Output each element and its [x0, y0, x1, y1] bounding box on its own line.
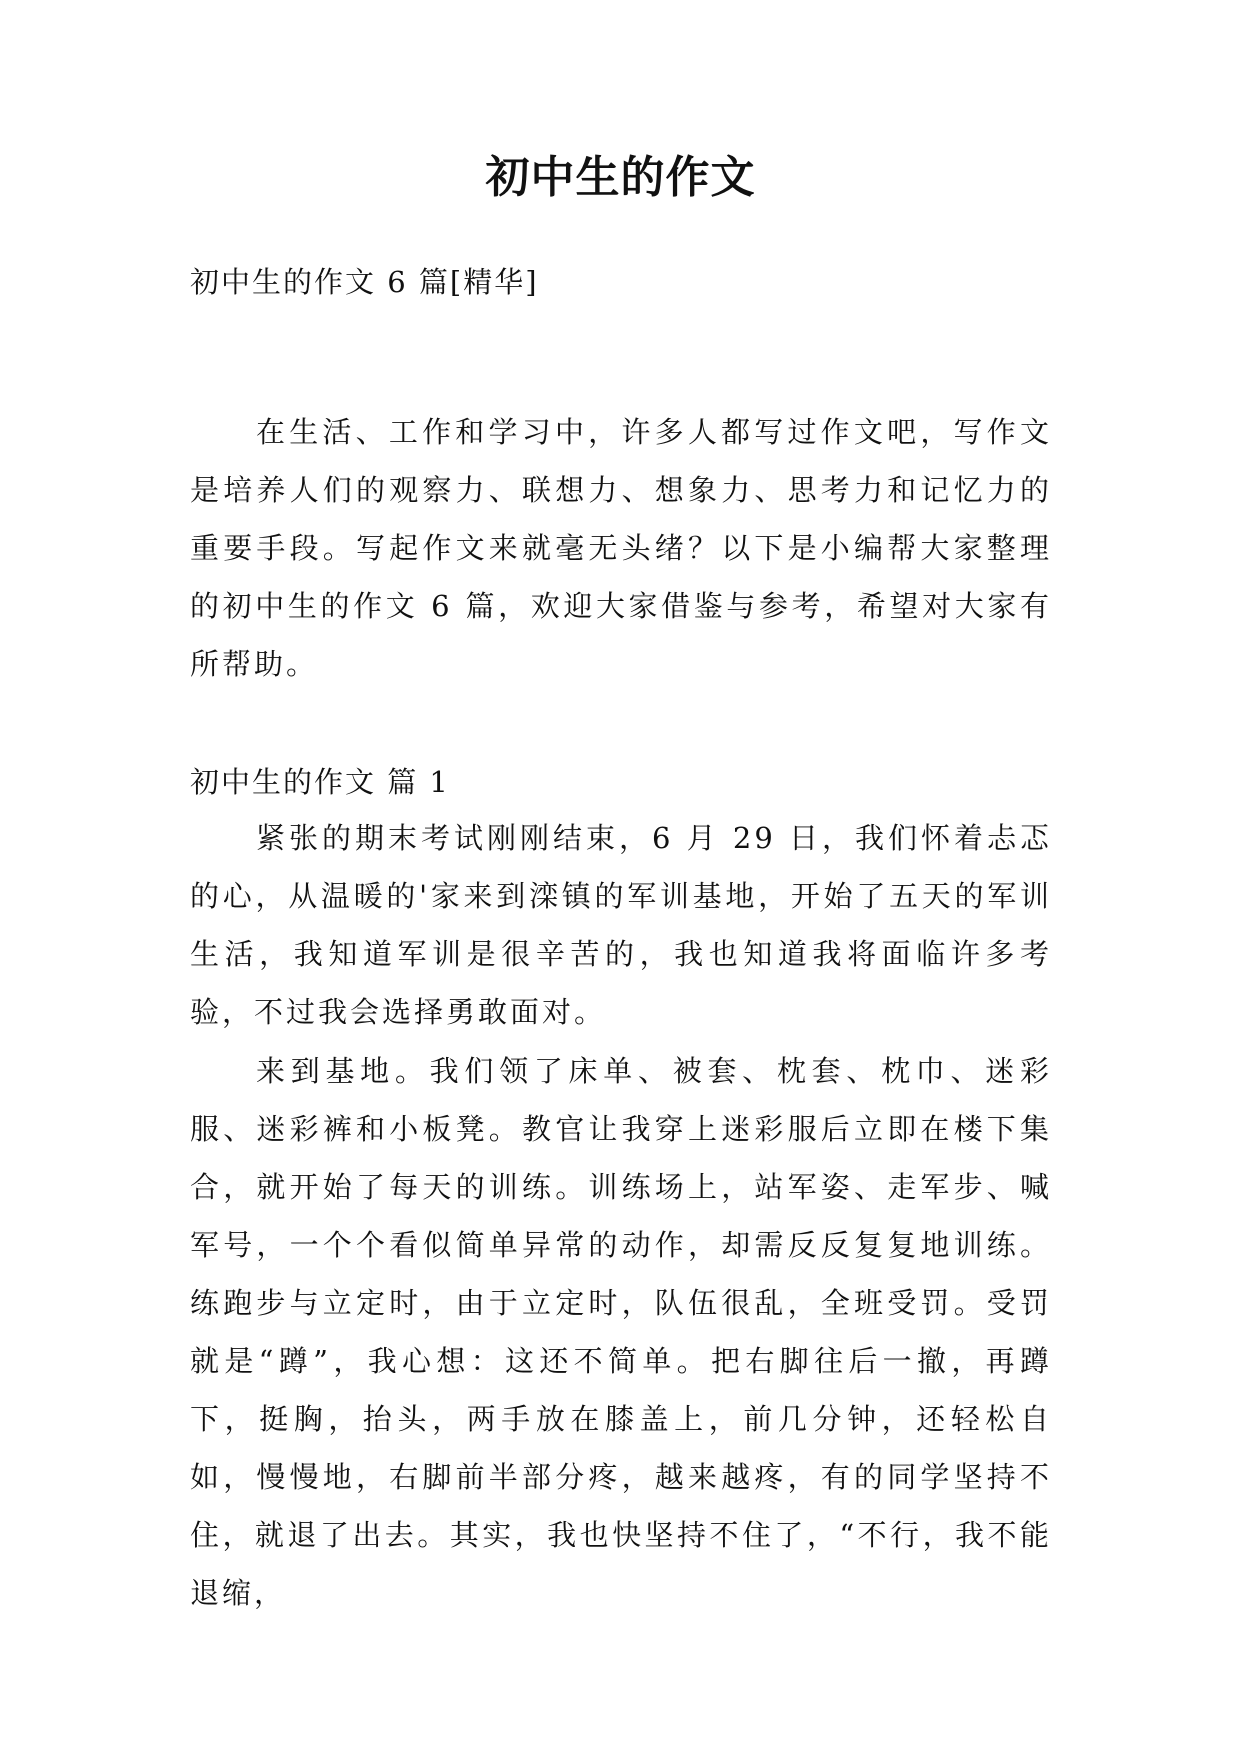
document-subtitle: 初中生的作文 6 篇[精华]: [190, 265, 539, 299]
intro-paragraph: 在生活、工作和学习中，许多人都写过作文吧，写作文是培养人们的观察力、联想力、想象力、思考力和记忆力的重要手段。写起作文来就毫无头绪？以下是小编帮大家整理的初中生的作文 6 篇，欢迎大家借鉴与参考，希望对大家有所帮助。: [190, 415, 1052, 681]
section-heading: 初中生的作文 篇 1: [190, 765, 450, 799]
body-paragraph-2: 来到基地。我们领了床单、被套、枕套、枕巾、迷彩服、迷彩裤和小板凳。教官让我穿上迷彩服后立即在楼下集合，就开始了每天的训练。训练场上，站军姿、走军步、喊军号，一个个看似简单异常的动作，却需反反复复地训练。 练跑步与立定时，由于立定时，队伍很乱，全班受罚。受罚就是“蹲”，我心想：这还不简单。把右脚往后一撤，再蹲下，挺胸，抬头，两手放在膝盖上，前几分钟，还轻松自如，慢慢地，右脚前半部分疼，越来越疼，有的同学坚持不住，就退了出去。其实，我也快坚持不住了，“不行，我不能退缩，: [190, 1054, 1052, 1610]
body-paragraph-1: 紧张的期末考试刚刚结束，6 月 29 日，我们怀着忐忑的心，从温暖的'家来到滦镇的军训基地，开始了五天的军训生活，我知道军训是很辛苦的，我也知道我将面临许多考验，不过我会选择勇敢面对。: [190, 821, 1052, 1029]
document-title: 初中生的作文: [485, 152, 756, 203]
